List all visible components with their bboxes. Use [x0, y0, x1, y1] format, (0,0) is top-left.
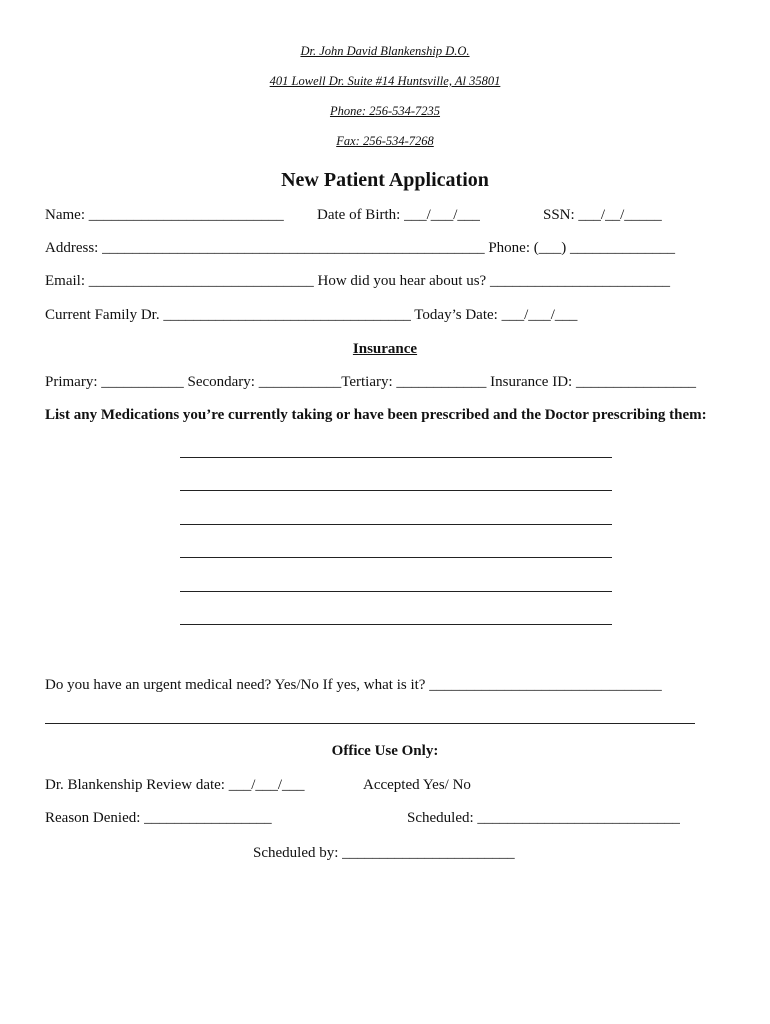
insurance-heading: Insurance [352, 341, 418, 357]
medication-line-4[interactable] [180, 557, 612, 558]
medication-line-6[interactable] [180, 624, 612, 625]
name-field[interactable]: Name: __________________________ [45, 207, 284, 223]
scheduled-field[interactable]: Scheduled: ___________________________ [407, 810, 680, 826]
medications-prompt: List any Medications you’re currently taking or have been prescribed and the Doctor prescribing them: [45, 407, 707, 423]
medication-line-3[interactable] [180, 524, 612, 525]
urgent-need-field[interactable]: Do you have an urgent medical need? Yes/No If yes, what is it? _______________________________ [45, 677, 662, 693]
doctor-name: Dr. John David Blankenship D.O. [300, 44, 470, 58]
office-fax: Fax: 256-534-7268 [336, 134, 434, 148]
medication-line-2[interactable] [180, 490, 612, 491]
scheduled-by-field[interactable]: Scheduled by: _______________________ [253, 845, 515, 861]
office-address: 401 Lowell Dr. Suite #14 Huntsville, Al 35801 [269, 74, 501, 88]
urgent-need-line[interactable] [45, 723, 695, 724]
accepted-field[interactable]: Accepted Yes/ No [363, 777, 471, 793]
page-title: New Patient Application [281, 169, 489, 191]
office-use-heading: Office Use Only: [331, 743, 439, 759]
dob-field[interactable]: Date of Birth: ___/___/___ [317, 207, 480, 223]
reason-denied-field[interactable]: Reason Denied: _________________ [45, 810, 272, 826]
family-doctor-date-field[interactable]: Current Family Dr. _________________________________ Today’s Date: ___/___/___ [45, 307, 578, 323]
ssn-field[interactable]: SSN: ___/__/_____ [543, 207, 662, 223]
medication-line-1[interactable] [180, 457, 612, 458]
insurance-field[interactable]: Primary: ___________ Secondary: ___________Tertiary: ____________ Insurance ID: ________________ [45, 374, 696, 390]
medication-line-5[interactable] [180, 591, 612, 592]
review-date-field[interactable]: Dr. Blankenship Review date: ___/___/___ [45, 777, 305, 793]
address-phone-field[interactable]: Address: ___________________________________________________ Phone: (___) ______________ [45, 240, 675, 256]
office-phone: Phone: 256-534-7235 [329, 104, 441, 118]
email-referral-field[interactable]: Email: ______________________________ How did you hear about us? ________________________ [45, 273, 670, 289]
